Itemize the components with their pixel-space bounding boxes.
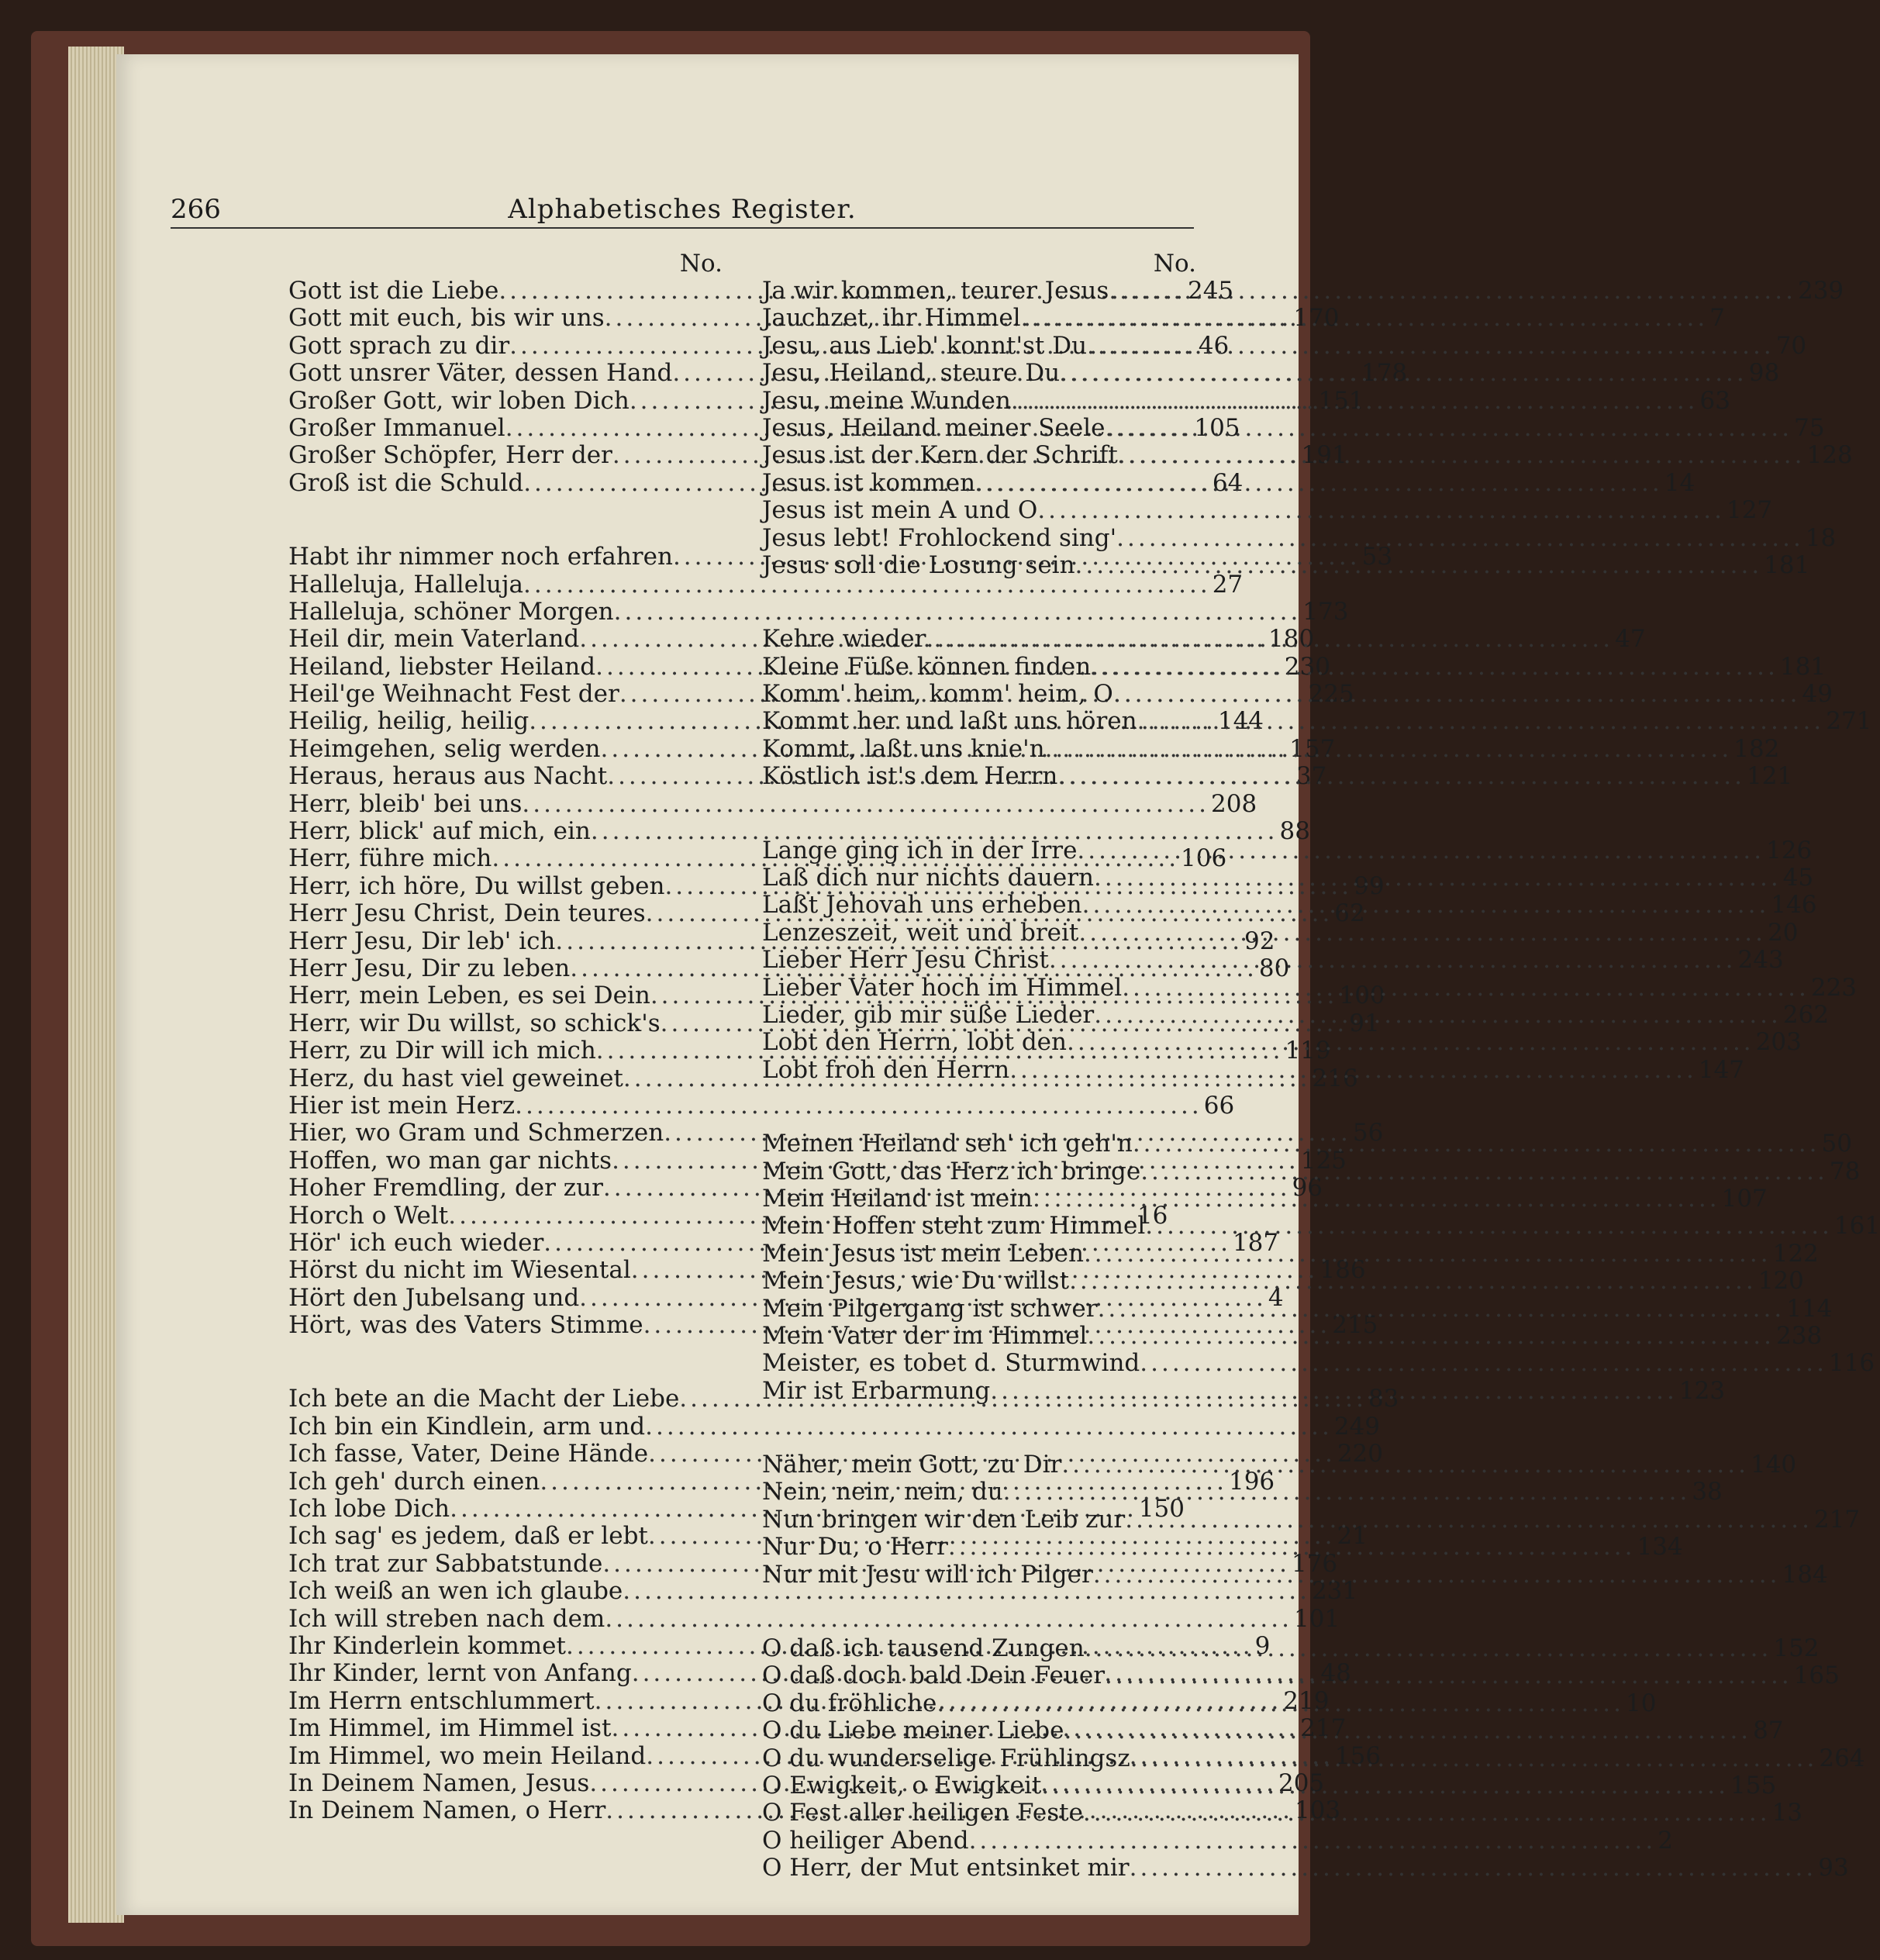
entry-title: O daß ich tausend Zungen xyxy=(762,1634,1085,1663)
leader-dots xyxy=(1087,333,1775,360)
register-entry xyxy=(762,523,1837,552)
entry-number: 70 xyxy=(1775,331,1807,360)
leader-dots xyxy=(1085,1631,1772,1662)
leader-dots xyxy=(990,1378,1678,1405)
entry-title: Nur Du, o Herr xyxy=(762,1533,948,1561)
register-entry xyxy=(762,1854,1849,1882)
leader-dots xyxy=(1057,763,1745,790)
entry-number: 9 xyxy=(1254,1631,1271,1660)
entry-title: O Herr, der Mut entsinket mir xyxy=(762,1854,1130,1882)
entry-number: 56 xyxy=(1352,1119,1384,1147)
entry-number: 114 xyxy=(1786,1294,1833,1323)
entry-number: 157 xyxy=(1289,734,1336,763)
leader-dots xyxy=(1125,1506,1813,1534)
entry-number: 186 xyxy=(1319,1256,1366,1285)
entry-title: Mein Jesus ist mein Leben xyxy=(762,1239,1084,1268)
entry-title: Herr, mein Leben, es sei Dein xyxy=(288,982,650,1010)
entry-number: 245 xyxy=(1187,277,1234,305)
entry-title: Ich weiß an wen ich glaube xyxy=(288,1577,623,1606)
leader-dots xyxy=(975,470,1663,497)
entry-title: Ihr Kinder, lernt von Anfang xyxy=(288,1659,632,1688)
entry-number: 151 xyxy=(1318,386,1364,415)
entry-title: Heilig, heilig, heilig xyxy=(288,707,530,736)
leader-dots xyxy=(1094,1002,1782,1029)
entry-number: 91 xyxy=(1349,1009,1380,1037)
entry-title: Hört, was des Vaters Stimme xyxy=(288,1311,643,1340)
leader-dots xyxy=(1021,305,1709,332)
leader-dots xyxy=(1082,892,1770,919)
leader-dots xyxy=(1137,708,1825,735)
entry-title: Jesu, meine Wunden xyxy=(762,386,1011,415)
entry-number: 2 xyxy=(1658,1826,1673,1855)
entry-number: 134 xyxy=(1637,1533,1683,1561)
entry-number: 205 xyxy=(1278,1768,1325,1797)
entry-title: Mein Vater der im Himmel xyxy=(762,1321,1088,1350)
entry-number: 184 xyxy=(1782,1560,1828,1589)
register-entry xyxy=(288,570,1244,599)
section-gap xyxy=(762,1405,1196,1451)
leader-dots xyxy=(1091,654,1778,681)
entry-title: Großer Schöpfer, Herr der xyxy=(288,441,612,470)
section-gap xyxy=(762,791,1196,837)
entry-title: Nein, nein, nein, du xyxy=(762,1478,1003,1506)
leader-dots xyxy=(1077,837,1764,864)
entry-number: 93 xyxy=(1818,1854,1849,1882)
entry-title: Laß dich nur nichts dauern xyxy=(762,864,1095,892)
entry-title: Jesu, Heiland, steure Du xyxy=(762,359,1061,388)
register-entry xyxy=(762,496,1773,525)
entry-number: 271 xyxy=(1826,707,1872,736)
entry-title: Jesus, Heiland meiner Seele xyxy=(762,413,1106,442)
entry-title: Kommt her und laßt uns hören xyxy=(762,707,1137,736)
leader-dots xyxy=(1069,1268,1757,1295)
entry-title: Heimgehen, selig werden xyxy=(288,734,601,763)
entry-number: 99 xyxy=(1354,871,1385,900)
entry-number: 18 xyxy=(1805,523,1837,552)
entry-number: 181 xyxy=(1764,550,1810,579)
register-entry xyxy=(288,1604,1340,1633)
register-entry xyxy=(762,1634,1820,1663)
entry-title: Ich lobe Dich xyxy=(288,1495,450,1523)
leader-dots xyxy=(1130,1741,1818,1772)
entry-number: 101 xyxy=(1293,1604,1340,1633)
entry-number: 156 xyxy=(1334,1741,1382,1770)
entry-title: Jesus soll die Losung sein xyxy=(762,550,1075,579)
leader-dots xyxy=(1049,947,1737,974)
entry-number: 123 xyxy=(1678,1376,1726,1405)
entry-title: Hört den Jubelsang und xyxy=(288,1283,580,1312)
entry-number: 208 xyxy=(1211,789,1257,818)
leader-dots xyxy=(1084,1241,1771,1268)
entry-title: Herr, ich höre, Du willst geben xyxy=(288,871,665,900)
entry-number: 21 xyxy=(1337,1522,1368,1551)
entry-number: 45 xyxy=(1782,864,1814,892)
entry-number: 225 xyxy=(1308,680,1354,709)
entry-title: In Deinem Namen, o Herr xyxy=(288,1796,606,1825)
entry-title: O du Liebe meiner Liebe xyxy=(762,1717,1064,1745)
entry-title: Kleine Füße können finden xyxy=(762,652,1092,681)
entry-number: 16 xyxy=(1137,1201,1168,1230)
entry-title: In Deinem Namen, Jesus xyxy=(288,1768,590,1797)
entry-title: O Fest aller heiligen Feste xyxy=(762,1799,1083,1827)
leader-dots xyxy=(1109,278,1796,305)
entry-title: Ich bin ein Kindlein, arm und xyxy=(288,1412,646,1441)
entry-number: 122 xyxy=(1772,1239,1819,1268)
entry-title: Mein Hoffen steht zum Himmel xyxy=(762,1212,1146,1241)
register-entry xyxy=(288,817,1310,846)
entry-title: Ich will streben nach dem xyxy=(288,1604,605,1633)
entry-number: 83 xyxy=(1368,1385,1399,1413)
entry-number: 98 xyxy=(1748,359,1780,388)
entry-number: 125 xyxy=(1300,1146,1347,1175)
entry-title: Halleluja, schöner Morgen xyxy=(288,597,614,626)
entry-title: Hoher Fremdling, der zur xyxy=(288,1174,603,1203)
entry-title: Herr, zu Dir will ich mich xyxy=(288,1037,596,1065)
entry-number: 223 xyxy=(1810,973,1858,1002)
leader-dots xyxy=(1140,1350,1827,1377)
entry-title: Heil dir, mein Vaterland xyxy=(288,625,580,654)
entry-number: 7 xyxy=(1709,304,1725,333)
entry-number: 187 xyxy=(1232,1228,1279,1257)
entry-title: Kehre wieder xyxy=(762,625,926,654)
leader-dots xyxy=(1098,1296,1785,1323)
entry-number: 152 xyxy=(1773,1634,1820,1663)
entry-number: 161 xyxy=(1833,1212,1880,1241)
entry-title: Hör' ich euch wieder xyxy=(288,1228,544,1257)
leader-dots xyxy=(1113,681,1801,708)
number-column-label: No. xyxy=(679,250,723,278)
entry-number: 75 xyxy=(1794,413,1825,442)
entry-number: 106 xyxy=(1181,844,1227,873)
leader-dots xyxy=(969,1827,1657,1855)
entry-title: Herr Jesu Christ, Dein teures xyxy=(288,899,646,928)
entry-number: 217 xyxy=(1300,1714,1347,1743)
leader-dots xyxy=(948,1534,1636,1561)
entry-title: Jauchzet, ihr Himmel xyxy=(762,304,1021,333)
entry-number: 191 xyxy=(1301,441,1347,470)
entry-title: O heiliger Abend xyxy=(762,1826,969,1855)
entry-number: 119 xyxy=(1285,1037,1331,1065)
entry-number: 105 xyxy=(1194,413,1240,442)
entry-number: 239 xyxy=(1797,277,1844,305)
entry-title: Hörst du nicht im Wiesental xyxy=(288,1256,631,1285)
entry-title: Horch o Welt xyxy=(288,1201,449,1230)
leader-dots xyxy=(1087,1323,1775,1350)
entry-number: 165 xyxy=(1793,1662,1840,1690)
entry-number: 180 xyxy=(1268,625,1315,654)
entry-number: 128 xyxy=(1806,441,1853,470)
entry-title: Lange ging ich in der Irre xyxy=(762,836,1078,864)
register-entry xyxy=(762,1294,1833,1323)
entry-number: 64 xyxy=(1212,468,1244,497)
entry-number: 126 xyxy=(1766,836,1813,864)
entry-number: 116 xyxy=(1828,1349,1875,1378)
entry-number: 49 xyxy=(1802,680,1833,709)
entry-number: 78 xyxy=(1829,1157,1861,1185)
entry-number: 96 xyxy=(1292,1174,1323,1203)
entry-title: Näher, mein Gott, zu Dir xyxy=(762,1451,1062,1479)
running-title: Alphabetisches Register. xyxy=(508,194,857,225)
leader-dots xyxy=(1130,1855,1817,1882)
entry-number: 182 xyxy=(1733,734,1780,763)
entry-title: Ja wir kommen, teurer Jesus xyxy=(762,277,1109,305)
entry-number: 62 xyxy=(1334,899,1365,928)
leader-dots xyxy=(1064,1714,1752,1744)
leader-dots xyxy=(1133,1130,1820,1158)
entry-title: Ihr Kinderlein kommet xyxy=(288,1631,566,1660)
entry-title: Ich trat zur Sabbatstunde xyxy=(288,1549,603,1578)
section-gap xyxy=(762,579,1196,626)
entry-title: O du wunderselige Frühlingsz xyxy=(762,1744,1130,1772)
entry-title: Jesus lebt! Frohlockend sing' xyxy=(762,523,1117,552)
entry-number: 140 xyxy=(1750,1451,1797,1479)
register-entry xyxy=(288,1091,1235,1120)
entry-number: 230 xyxy=(1284,652,1330,681)
entry-number: 173 xyxy=(1302,597,1349,626)
entry-title: Ich geh' durch einen xyxy=(288,1467,540,1496)
entry-title: Im Himmel, im Himmel ist xyxy=(288,1714,612,1743)
entry-title: O du fröhliche xyxy=(762,1689,937,1717)
entry-number: 264 xyxy=(1819,1744,1865,1772)
entry-title: Groß ist die Schuld xyxy=(288,468,524,497)
entry-number: 13 xyxy=(1771,1799,1803,1827)
entry-title: Jesus ist kommen xyxy=(762,468,976,497)
entry-title: Lieder, gib mir süße Lieder xyxy=(762,1000,1095,1029)
entry-number: 4 xyxy=(1268,1283,1284,1312)
entry-title: Lobt den Herrn, lobt den xyxy=(762,1028,1067,1057)
entry-number: 37 xyxy=(1295,762,1327,791)
register-entry xyxy=(762,1505,1861,1534)
leader-dots xyxy=(1105,1659,1792,1689)
entry-title: Lenzeszeit, weit und breit xyxy=(762,918,1079,947)
entry-number: 178 xyxy=(1361,359,1408,388)
entry-number: 216 xyxy=(1312,1064,1358,1092)
entry-number: 107 xyxy=(1721,1184,1768,1213)
entry-number: 215 xyxy=(1332,1311,1378,1340)
entry-number: 220 xyxy=(1337,1440,1383,1468)
entry-number: 27 xyxy=(1212,570,1244,599)
entry-title: Herr, führe mich xyxy=(288,844,492,873)
register-entry xyxy=(762,1212,1880,1241)
entry-title: Jesus ist der Kern der Schrift xyxy=(762,441,1118,470)
entry-number: 88 xyxy=(1279,817,1310,846)
entry-number: 120 xyxy=(1758,1267,1804,1296)
entry-number: 87 xyxy=(1753,1717,1784,1745)
entry-title: Halleluja, Halleluja xyxy=(288,570,524,599)
leader-dots xyxy=(1009,1057,1697,1084)
entry-title: Im Himmel, wo mein Heiland xyxy=(288,1741,647,1770)
entry-number: 146 xyxy=(1771,891,1817,920)
entry-number: 47 xyxy=(1615,625,1646,654)
leader-dots xyxy=(1118,442,1806,469)
entry-number: 150 xyxy=(1138,1495,1185,1523)
entry-number: 176 xyxy=(1291,1549,1338,1578)
leader-dots xyxy=(1060,360,1747,387)
leader-dots xyxy=(1037,497,1725,524)
entry-title: Jesu, aus Lieb' konnt'st Du xyxy=(762,331,1088,360)
entry-title: Hier ist mein Herz xyxy=(288,1091,516,1120)
entry-title: Lieber Herr Jesu Christ xyxy=(762,946,1049,975)
entry-number: 127 xyxy=(1726,496,1773,525)
entry-title: Herr, bleib' bei uns xyxy=(288,789,523,818)
entry-title: Gott unsrer Väter, dessen Hand xyxy=(288,359,673,388)
entry-number: 238 xyxy=(1776,1321,1823,1350)
leader-dots xyxy=(1011,388,1699,415)
entry-number: 100 xyxy=(1339,982,1385,1010)
leader-dots xyxy=(1041,1768,1729,1800)
entry-title: Großer Gott, wir loben Dich xyxy=(288,386,630,415)
entry-number: 14 xyxy=(1664,468,1695,497)
entry-title: Heiland, liebster Heiland xyxy=(288,652,596,681)
entry-title: Herr Jesu, Dir zu leben xyxy=(288,954,571,982)
entry-title: Habt ihr nimmer noch erfahren xyxy=(288,543,673,571)
register-entry xyxy=(288,1577,1358,1606)
page-header xyxy=(171,194,1194,228)
entry-number: 92 xyxy=(1244,927,1275,955)
entry-number: 203 xyxy=(1755,1028,1802,1057)
leader-dots xyxy=(1093,1561,1781,1589)
entry-number: 38 xyxy=(1692,1478,1723,1506)
page-number: 266 xyxy=(171,194,221,225)
register-entry xyxy=(288,1412,1380,1441)
entry-title: Meinen Heiland seh' ich geh'n xyxy=(762,1130,1133,1158)
register-entry xyxy=(762,1349,1875,1378)
entry-title: Mein Jesus, wie Du willst xyxy=(762,1267,1070,1296)
entry-number: 196 xyxy=(1228,1467,1275,1496)
number-column-label: No. xyxy=(1153,250,1196,278)
entry-number: 46 xyxy=(1198,331,1230,360)
entry-number: 147 xyxy=(1698,1055,1745,1084)
entry-title: Jesus ist mein A und O xyxy=(762,496,1038,525)
entry-title: Mir ist Erbarmung xyxy=(762,1376,991,1405)
entry-title: Herr Jesu, Dir leb' ich xyxy=(288,927,556,955)
entry-number: 217 xyxy=(1813,1505,1861,1534)
leader-dots xyxy=(1145,1213,1833,1240)
entry-number: 170 xyxy=(1293,304,1340,333)
leader-dots xyxy=(1140,1158,1828,1185)
entry-title: Herr, blick' auf mich, ein xyxy=(288,817,591,846)
entry-number: 262 xyxy=(1782,1000,1830,1029)
entry-title: Köstlich ist's dem Herrn xyxy=(762,762,1058,791)
entry-number: 243 xyxy=(1737,946,1784,975)
entry-title: Mein Pilgergang ist schwer xyxy=(762,1294,1098,1323)
entry-number: 53 xyxy=(1361,543,1393,571)
entry-number: 63 xyxy=(1699,386,1730,415)
leader-dots xyxy=(1061,1451,1749,1479)
register-entry xyxy=(762,1826,1673,1855)
entry-number: 231 xyxy=(1311,1577,1358,1606)
entry-number: 66 xyxy=(1203,1091,1235,1120)
entry-title: Hier, wo Gram und Schmerzen xyxy=(288,1119,664,1147)
leader-dots xyxy=(1094,864,1782,892)
leader-dots xyxy=(1075,552,1763,579)
section-gap xyxy=(762,1589,1196,1635)
entry-number: 20 xyxy=(1768,918,1799,947)
section-gap xyxy=(288,1339,723,1385)
header-rule xyxy=(171,227,1194,229)
entry-title: Ich bete an die Macht der Liebe xyxy=(288,1385,680,1413)
entry-title: Gott mit euch, bis wir uns xyxy=(288,304,605,333)
entry-number: 50 xyxy=(1821,1130,1852,1158)
entry-title: Herz, du hast viel geweinet xyxy=(288,1064,623,1092)
register-entry xyxy=(288,789,1257,818)
entry-title: Gott sprach zu dir xyxy=(288,331,510,360)
entry-title: Ich fasse, Vater, Deine Hände xyxy=(288,1440,649,1468)
entry-title: Großer Immanuel xyxy=(288,413,505,442)
entry-title: Meister, es tobet d. Sturmwind xyxy=(762,1349,1140,1378)
entry-number: 155 xyxy=(1730,1771,1777,1800)
leader-dots xyxy=(1122,975,1809,1002)
entry-title: Komm' heim, komm' heim, O xyxy=(762,680,1113,709)
entry-number: 219 xyxy=(1283,1686,1330,1715)
section-gap xyxy=(762,1084,1196,1130)
entry-title: Nun bringen wir den Leib zur xyxy=(762,1505,1126,1534)
leader-dots xyxy=(937,1686,1624,1717)
leader-dots xyxy=(926,626,1613,653)
section-gap xyxy=(288,497,723,543)
entry-title: Im Herrn entschlummert xyxy=(288,1686,595,1715)
entry-number: 48 xyxy=(1320,1659,1351,1688)
entry-title: Herr, wir Du willst, so schick's xyxy=(288,1009,661,1037)
entry-title: Nur mit Jesu will ich Pilger xyxy=(762,1560,1093,1589)
entry-title: O Ewigkeit, o Ewigkeit xyxy=(762,1771,1042,1800)
entry-title: Mein Gott, das Herz ich bringe xyxy=(762,1157,1141,1185)
leader-dots xyxy=(1105,415,1792,442)
register-entry xyxy=(288,597,1349,626)
leader-dots xyxy=(1116,525,1804,552)
entry-title: Lieber Vater hoch im Himmel xyxy=(762,973,1123,1002)
entry-title: Ich sag' es jedem, daß er lebt xyxy=(288,1522,648,1551)
entry-title: Laßt Jehovah uns erheben xyxy=(762,891,1082,920)
entry-number: 181 xyxy=(1779,652,1827,681)
leader-dots xyxy=(1078,920,1766,947)
entry-number: 103 xyxy=(1294,1796,1341,1825)
entry-number: 121 xyxy=(1747,762,1793,791)
entry-number: 80 xyxy=(1258,954,1290,982)
entry-title: Gott ist die Liebe xyxy=(288,277,499,305)
entry-title: Heraus, heraus aus Nacht xyxy=(288,762,608,791)
entry-title: Mein Heiland ist mein xyxy=(762,1184,1033,1213)
entry-title: Lobt froh den Herrn xyxy=(762,1055,1010,1084)
entry-number: 144 xyxy=(1217,707,1264,736)
entry-number: 10 xyxy=(1626,1689,1657,1717)
leader-dots xyxy=(1003,1479,1691,1506)
leader-dots xyxy=(1067,1029,1754,1056)
entry-title: Kommt, laßt uns knie'n xyxy=(762,734,1045,763)
leader-dots xyxy=(1033,1185,1720,1213)
leader-dots xyxy=(1083,1800,1771,1827)
entry-number: 249 xyxy=(1333,1412,1380,1441)
entry-title: Heil'ge Weihnacht Fest der xyxy=(288,680,619,709)
entry-title: Hoffen, wo man gar nichts xyxy=(288,1146,612,1175)
leader-dots xyxy=(1045,736,1733,763)
entry-title: O daß doch bald Dein Feuer xyxy=(762,1662,1106,1690)
